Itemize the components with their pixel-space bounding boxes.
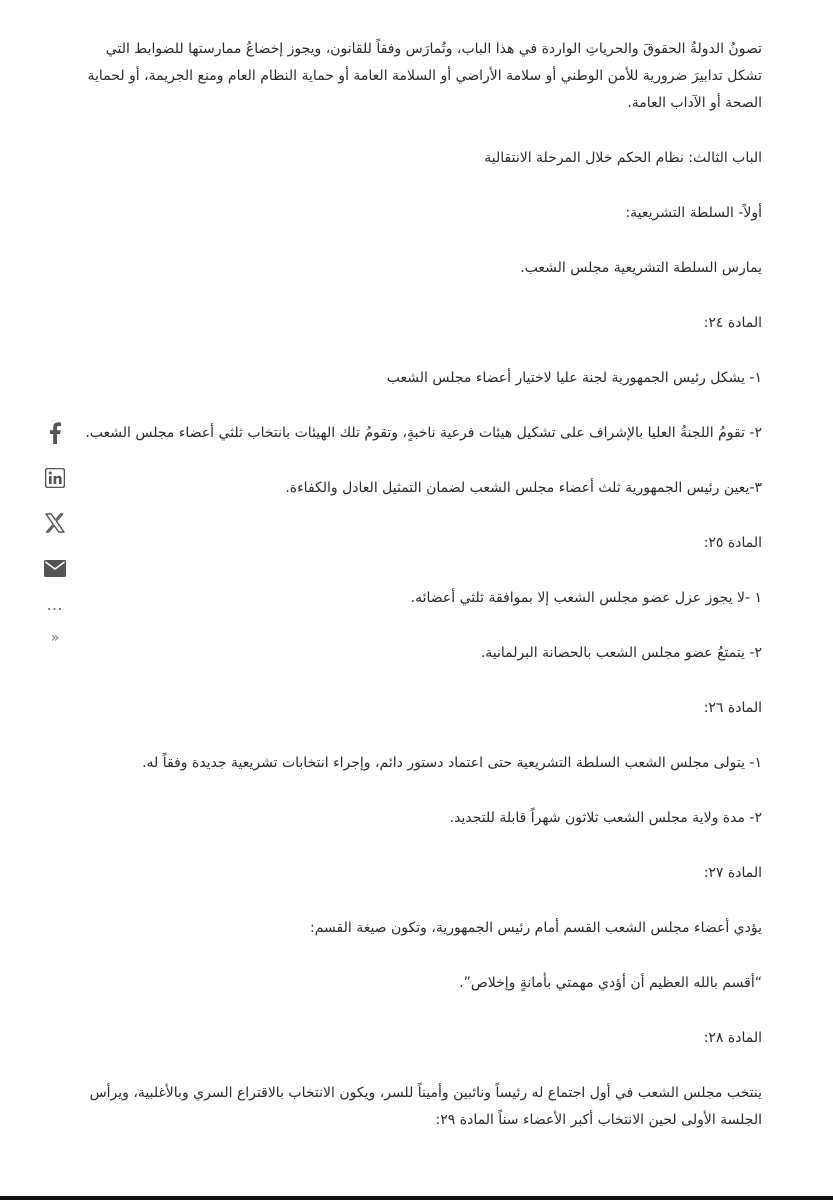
section-legislative-heading: أولاً- السلطة التشريعية: bbox=[625, 205, 762, 221]
article-24-heading: المادة ٢٤: bbox=[703, 315, 762, 331]
article-28-text: ينتخب مجلس الشعب في أول اجتماع له رئيساً ونائبين وأميناً للسر، ويكون الانتخاب بالاقتراع السري وبالأغلبية، ويرأس الجلسة الأولى لحين الانتخاب أكبر الأعضاء سناً المادة ٢٩: bbox=[89, 1085, 762, 1128]
article-26-heading: المادة ٢٦: bbox=[703, 700, 762, 716]
share-linkedin-button[interactable] bbox=[40, 463, 70, 493]
article-28-heading: المادة ٢٨: bbox=[703, 1030, 762, 1046]
paragraph-legislative-authority: يمارس السلطة التشريعية مجلس الشعب. bbox=[520, 260, 762, 276]
article-24-clause-3: ٣-يعين رئيس الجمهورية ثلث أعضاء مجلس الشعب لضمان التمثيل العادل والكفاءة. bbox=[285, 480, 762, 496]
share-rail bbox=[40, 418, 70, 650]
article-body bbox=[82, 36, 762, 1162]
chapter-three-heading: الباب الثالث: نظام الحكم خلال المرحلة الانتقالية bbox=[484, 150, 762, 166]
article-27-heading: المادة ٢٧: bbox=[703, 865, 762, 881]
linkedin-icon bbox=[45, 468, 65, 488]
article-24-clause-1: ١- يشكل رئيس الجمهورية لجنة عليا لاختيار أعضاء مجلس الشعب bbox=[386, 370, 762, 386]
share-more-button[interactable]: … bbox=[46, 594, 64, 614]
article-25-heading: المادة ٢٥: bbox=[703, 535, 762, 551]
article-25-clause-2: ٢- يتمتعُ عضو مجلس الشعب بالحصانة البرلمانية. bbox=[480, 645, 762, 661]
facebook-icon bbox=[48, 422, 62, 444]
email-icon bbox=[44, 560, 66, 577]
x-icon bbox=[45, 513, 65, 533]
article-24-clause-2: ٢- تقومُ اللجنةُ العليا بالإشراف على تشكيل هيئات فرعية ناخبةٍ، وتقومُ تلك الهيئات بانتخاب ثلثي أعضاء مجلس الشعب. bbox=[85, 425, 762, 441]
share-email-button[interactable] bbox=[40, 553, 70, 583]
share-x-button[interactable] bbox=[40, 508, 70, 538]
share-facebook-button[interactable] bbox=[40, 418, 70, 448]
article-26-clause-1: ١- يتولى مجلس الشعب السلطة التشريعية حتى اعتماد دستور دائم، وإجراء انتخابات تشريعية جديدة وفقاً له. bbox=[142, 755, 762, 771]
article-26-clause-2: ٢- مدة ولاية مجلس الشعب ثلاثون شهراً قابلة للتجديد. bbox=[449, 810, 762, 826]
article-27-oath: “أقسم بالله العظيم أن أؤدي مهمتي بأمانةٍ وإخلاص”. bbox=[459, 975, 762, 991]
paragraph-rights-protection: تصونُ الدولةُ الحقوقَ والحرياتِ الواردة في هذا الباب، وتُمارَس وفقاً للقانون، ويجوز إخضاعُ ممارستها للضوابط التي تشكل تدابيرَ ضرورية للأمن الوطني أو سلامة الأراضي أو السلامة العامة أو حماية النظام العام ومنع الجريمة، أو لحماية الصحة أو الآداب العامة. bbox=[87, 41, 762, 111]
article-25-clause-1: ١ -لا يجوز عزل عضو مجلس الشعب إلا بموافقة ثلثي أعضائه. bbox=[410, 590, 762, 606]
bottom-bar bbox=[0, 1196, 833, 1200]
share-collapse-button[interactable]: » bbox=[50, 630, 60, 646]
article-27-text: يؤدي أعضاء مجلس الشعب القسم أمام رئيس الجمهورية، وتكون صيغة القسم: bbox=[309, 920, 762, 936]
